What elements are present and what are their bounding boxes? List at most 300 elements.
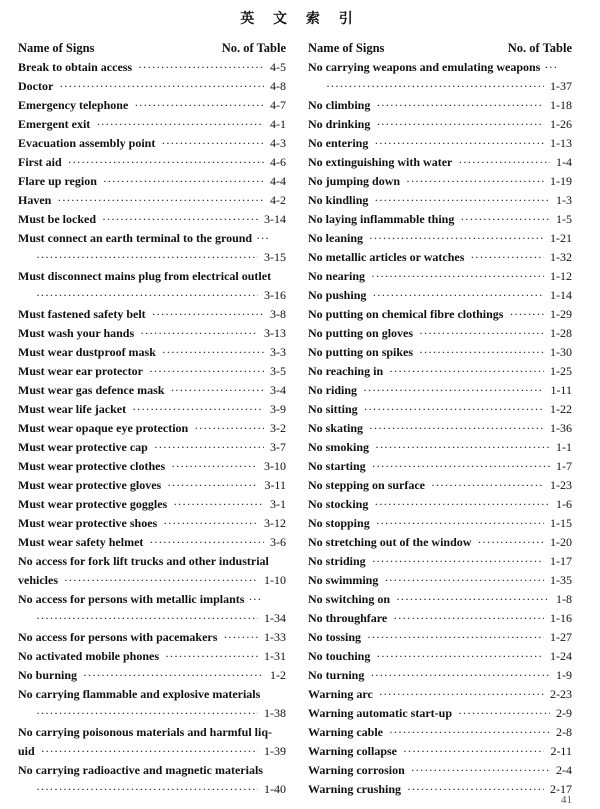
index-entry	[308, 628, 572, 647]
index-entry	[18, 514, 286, 533]
index-entry	[18, 742, 286, 761]
dot-leader	[375, 438, 550, 457]
index-entry	[18, 153, 286, 172]
sign-name: No jumping down	[308, 174, 401, 188]
table-number: 2-23	[550, 687, 572, 701]
sign-name: Must be locked	[18, 212, 96, 226]
index-entry	[308, 362, 572, 381]
index-column-right	[308, 38, 572, 799]
dot-leader	[96, 115, 264, 134]
table-number: 1-1	[556, 440, 572, 454]
table-number: 3-9	[270, 402, 286, 416]
table-number: 1-29	[550, 307, 572, 321]
index-entry	[308, 305, 572, 324]
table-number: 1-35	[550, 573, 572, 587]
header-name-of-signs: Name of Signs	[308, 41, 385, 55]
index-entry	[18, 400, 286, 419]
index-entry	[308, 343, 572, 362]
sign-name: No switching on	[308, 592, 391, 606]
table-number: 3-8	[270, 307, 286, 321]
index-entry	[308, 400, 572, 419]
table-number: 1-37	[550, 79, 572, 93]
table-number: 1-14	[550, 288, 572, 302]
index-entry	[18, 476, 286, 495]
index-entry	[308, 77, 572, 96]
dot-leader	[370, 666, 550, 685]
table-number: 1-16	[550, 611, 572, 625]
dot-leader	[68, 153, 264, 172]
dot-leader	[369, 229, 544, 248]
index-entry	[18, 286, 286, 305]
index-entry	[18, 134, 286, 153]
dot-leader	[376, 96, 544, 115]
sign-name: Break to obtain access	[18, 60, 133, 74]
table-number: 1-12	[550, 269, 572, 283]
dot-leader	[36, 248, 258, 267]
table-number: 1-17	[550, 554, 572, 568]
sign-name: Must wear protective clothes	[18, 459, 166, 473]
table-number: 3-2	[270, 421, 286, 435]
dot-leader	[161, 134, 264, 153]
sign-name: No pushing	[308, 288, 367, 302]
table-number: 1-26	[550, 117, 572, 131]
index-entry	[18, 77, 286, 96]
header-no-of-table: No. of Table	[507, 41, 572, 55]
table-number: 3-4	[270, 383, 286, 397]
table-number: 4-7	[270, 98, 286, 112]
dot-leader	[167, 476, 258, 495]
sign-name: No skating	[308, 421, 364, 435]
dot-leader	[393, 609, 544, 628]
dot-leader	[248, 590, 262, 609]
dot-leader	[165, 647, 258, 666]
sign-name: No swimming	[308, 573, 379, 587]
index-entry	[308, 58, 572, 77]
table-number: 3-3	[270, 345, 286, 359]
table-number: 2-9	[556, 706, 572, 720]
dot-leader	[384, 571, 544, 590]
header-name-of-signs: Name of Signs	[18, 41, 95, 55]
index-entry	[18, 761, 286, 780]
table-number: 1-39	[264, 744, 286, 758]
index-entry	[308, 495, 572, 514]
index-entry	[308, 248, 572, 267]
dot-leader	[134, 96, 264, 115]
dot-leader	[194, 419, 264, 438]
table-number: 1-24	[550, 649, 572, 663]
table-number: 1-2	[270, 668, 286, 682]
sign-name: No putting on gloves	[308, 326, 414, 340]
sign-name: No putting on spikes	[308, 345, 414, 359]
index-entry	[308, 153, 572, 172]
sign-name: No laying inflammable thing	[308, 212, 455, 226]
dot-leader	[372, 552, 544, 571]
sign-name: No starting	[308, 459, 366, 473]
table-number: 1-4	[556, 155, 572, 169]
sign-name: No carrying flammable and explosive materials	[18, 687, 261, 701]
sign-name: Must wear gas defence mask	[18, 383, 165, 397]
table-number: 3-7	[270, 440, 286, 454]
sign-name: No access for persons with metallic implants	[18, 592, 245, 606]
table-number: 1-9	[556, 668, 572, 682]
index-entry	[18, 628, 286, 647]
sign-name: No stepping on surface	[308, 478, 426, 492]
dot-leader	[102, 210, 258, 229]
table-number: 1-33	[264, 630, 286, 644]
dot-leader	[103, 172, 264, 191]
dot-leader	[371, 267, 544, 286]
dot-leader	[374, 191, 550, 210]
dot-leader	[419, 324, 544, 343]
table-number: 4-8	[270, 79, 286, 93]
dot-leader	[140, 324, 258, 343]
dot-leader	[419, 343, 544, 362]
dot-leader	[458, 704, 550, 723]
index-entry	[308, 191, 572, 210]
table-number: 3-5	[270, 364, 286, 378]
index-entry	[308, 590, 572, 609]
dot-leader	[509, 305, 544, 324]
index-entry	[18, 362, 286, 381]
table-number: 4-6	[270, 155, 286, 169]
index-entry	[308, 685, 572, 704]
table-number: 3-11	[264, 478, 286, 492]
sign-name: No striding	[308, 554, 366, 568]
sign-name: No carrying poisonous materials and harmful liq-	[18, 725, 273, 739]
page-title: 英 文 索 引	[240, 11, 360, 27]
sign-name: Must disconnect mains plug from electrical outlet	[18, 269, 272, 283]
table-number: 4-1	[270, 117, 286, 131]
index-entry	[18, 780, 286, 799]
index-entry	[18, 96, 286, 115]
index-entry	[18, 704, 286, 723]
dot-leader	[364, 400, 544, 419]
index-entry	[308, 704, 572, 723]
sign-name: Haven	[18, 193, 52, 207]
sign-name: Must connect an earth terminal to the ground	[18, 231, 253, 245]
index-entry	[308, 552, 572, 571]
sign-name: Must wash your hands	[18, 326, 135, 340]
sign-name: uid	[18, 744, 35, 758]
dot-leader	[326, 77, 544, 96]
table-number: 1-25	[550, 364, 572, 378]
index-entry	[18, 381, 286, 400]
index-entry	[308, 514, 572, 533]
dot-leader	[64, 571, 258, 590]
index-entry	[308, 533, 572, 552]
index-entry	[18, 590, 286, 609]
table-number: 3-1	[270, 497, 286, 511]
table-number: 1-7	[556, 459, 572, 473]
dot-leader	[389, 362, 544, 381]
index-entry	[18, 495, 286, 514]
column-header	[18, 38, 286, 58]
dot-leader	[458, 153, 550, 172]
sign-name: No stopping	[308, 516, 370, 530]
dot-leader	[59, 77, 264, 96]
table-number: 1-30	[550, 345, 572, 359]
table-number: 3-10	[264, 459, 286, 473]
dot-leader	[83, 666, 264, 685]
dot-leader	[406, 172, 544, 191]
index-entry	[308, 761, 572, 780]
sign-name: No climbing	[308, 98, 371, 112]
index-entry	[18, 419, 286, 438]
table-number: 1-6	[556, 497, 572, 511]
sign-name: No turning	[308, 668, 365, 682]
sign-name: No touching	[308, 649, 371, 663]
sign-name: Doctor	[18, 79, 54, 93]
table-number: 4-5	[270, 60, 286, 74]
sign-name: vehicles	[18, 573, 58, 587]
sign-name: No drinking	[308, 117, 371, 131]
sign-name: No activated mobile phones	[18, 649, 159, 663]
sign-name: No entering	[308, 136, 369, 150]
index-entry	[18, 533, 286, 552]
table-number: 1-3	[556, 193, 572, 207]
table-number: 3-15	[264, 250, 286, 264]
table-number: 1-21	[550, 231, 572, 245]
index-entry	[308, 419, 572, 438]
dot-leader	[41, 742, 258, 761]
table-number: 2-4	[556, 763, 572, 777]
index-entry	[18, 115, 286, 134]
table-number: 1-31	[264, 649, 286, 663]
index-entry	[18, 324, 286, 343]
table-number: 3-14	[264, 212, 286, 226]
index-entry	[18, 210, 286, 229]
table-number: 2-11	[550, 744, 572, 758]
index-entry	[308, 476, 572, 495]
dot-leader	[372, 457, 550, 476]
dot-leader	[431, 476, 544, 495]
sign-name: Must wear protective gloves	[18, 478, 162, 492]
sign-name: Flare up region	[18, 174, 97, 188]
sign-name: No reaching in	[308, 364, 384, 378]
index-entry	[18, 438, 286, 457]
table-number: 1-13	[550, 136, 572, 150]
dot-leader	[403, 742, 544, 761]
index-list-left	[18, 58, 286, 799]
index-entry	[308, 571, 572, 590]
sign-name: Emergency telephone	[18, 98, 129, 112]
sign-name: No access for persons with pacemakers	[18, 630, 218, 644]
table-number: 1-10	[264, 573, 286, 587]
table-number: 4-3	[270, 136, 286, 150]
sign-name: Warning corrosion	[308, 763, 405, 777]
dot-leader	[411, 761, 550, 780]
table-number: 2-17	[550, 782, 572, 796]
sign-name: Must wear life jacket	[18, 402, 127, 416]
dot-leader	[407, 780, 544, 799]
table-number: 4-4	[270, 174, 286, 188]
index-entry	[18, 647, 286, 666]
sign-name: Must wear opaque eye protection	[18, 421, 189, 435]
index-entry	[308, 172, 572, 191]
index-entry	[308, 286, 572, 305]
sign-name: No tossing	[308, 630, 362, 644]
table-number: 1-11	[550, 383, 572, 397]
dot-leader	[57, 191, 264, 210]
index-entry	[18, 609, 286, 628]
sign-name: No sitting	[308, 402, 358, 416]
index-entry	[18, 229, 286, 248]
sign-name: Warning crushing	[308, 782, 402, 796]
index-entry	[18, 172, 286, 191]
sign-name: Must wear protective shoes	[18, 516, 158, 530]
dot-leader	[36, 609, 258, 628]
sign-name: Must wear protective goggles	[18, 497, 168, 511]
sign-name: No burning	[18, 668, 78, 682]
sign-name: Must wear dustproof mask	[18, 345, 156, 359]
index-entry	[308, 742, 572, 761]
index-entry	[308, 267, 572, 286]
index-entry	[18, 191, 286, 210]
index-entry	[308, 229, 572, 248]
index-entry	[18, 457, 286, 476]
index-entry	[308, 723, 572, 742]
table-number: 1-38	[264, 706, 286, 720]
dot-leader	[36, 704, 258, 723]
sign-name: Must wear ear protector	[18, 364, 143, 378]
index-entry	[308, 780, 572, 799]
table-number: 1-23	[550, 478, 572, 492]
sign-name: First aid	[18, 155, 62, 169]
table-number: 1-28	[550, 326, 572, 340]
dot-leader	[256, 229, 270, 248]
dot-leader	[374, 495, 550, 514]
table-number: 1-15	[550, 516, 572, 530]
sign-name: Warning cable	[308, 725, 384, 739]
index-entry	[308, 609, 572, 628]
dot-leader	[363, 381, 544, 400]
index-entry	[308, 115, 572, 134]
dot-leader	[376, 115, 544, 134]
table-number: 3-16	[264, 288, 286, 302]
index-entry	[308, 134, 572, 153]
index-entry	[18, 666, 286, 685]
table-number: 1-19	[550, 174, 572, 188]
sign-name: No extinguishing with water	[308, 155, 453, 169]
table-number: 3-13	[264, 326, 286, 340]
sign-name: Must fastened safety belt	[18, 307, 146, 321]
dot-leader	[372, 286, 544, 305]
index-entry	[308, 381, 572, 400]
page-number: 41	[561, 794, 572, 806]
sign-name: Evacuation assembly point	[18, 136, 156, 150]
table-number: 1-27	[550, 630, 572, 644]
sign-name: Must wear safety helmet	[18, 535, 144, 549]
sign-name: Warning automatic start-up	[308, 706, 452, 720]
sign-name: Warning arc	[308, 687, 373, 701]
index-entry	[18, 723, 286, 742]
dot-leader	[149, 362, 264, 381]
index-entry	[308, 210, 572, 229]
header-no-of-table: No. of Table	[221, 41, 286, 55]
dot-leader	[460, 210, 550, 229]
sign-name: Must wear protective cap	[18, 440, 148, 454]
dot-leader	[36, 286, 258, 305]
sign-name: No smoking	[308, 440, 370, 454]
dot-leader	[544, 58, 558, 77]
dot-leader	[367, 628, 544, 647]
table-number: 1-20	[550, 535, 572, 549]
sign-name: No leaning	[308, 231, 364, 245]
table-number: 1-40	[264, 782, 286, 796]
dot-leader	[138, 58, 264, 77]
dot-leader	[154, 438, 264, 457]
dot-leader	[223, 628, 258, 647]
dot-leader	[163, 514, 258, 533]
dot-leader	[132, 400, 264, 419]
table-number: 2-8	[556, 725, 572, 739]
dot-leader	[173, 495, 264, 514]
table-number: 1-36	[550, 421, 572, 435]
dot-leader	[36, 780, 258, 799]
sign-name: No riding	[308, 383, 358, 397]
table-number: 1-22	[550, 402, 572, 416]
sign-name: No carrying weapons and emulating weapons	[308, 60, 541, 74]
dot-leader	[376, 514, 544, 533]
sign-name: No metallic articles or watches	[308, 250, 465, 264]
table-number: 4-2	[270, 193, 286, 207]
index-entry	[18, 305, 286, 324]
index-column-left	[18, 38, 286, 799]
index-entry	[308, 438, 572, 457]
index-list-right	[308, 58, 572, 799]
table-number: 1-34	[264, 611, 286, 625]
dot-leader	[152, 305, 264, 324]
dot-leader	[170, 381, 264, 400]
table-number: 1-5	[556, 212, 572, 226]
sign-name: No nearing	[308, 269, 365, 283]
index-entry	[18, 58, 286, 77]
dot-leader	[470, 248, 544, 267]
index-entry	[18, 685, 286, 704]
index-entry	[308, 324, 572, 343]
dot-leader	[379, 685, 544, 704]
dot-leader	[162, 343, 264, 362]
table-number: 3-6	[270, 535, 286, 549]
index-entry	[308, 96, 572, 115]
sign-name: Warning collapse	[308, 744, 398, 758]
table-number: 1-32	[550, 250, 572, 264]
sign-name: No stretching out of the window	[308, 535, 472, 549]
index-entry	[18, 248, 286, 267]
table-number: 1-18	[550, 98, 572, 112]
column-header	[308, 38, 572, 58]
sign-name: No carrying radioactive and magnetic materials	[18, 763, 263, 777]
dot-leader	[171, 457, 258, 476]
sign-name: No access for fork lift trucks and other industrial	[18, 554, 269, 568]
dot-leader	[477, 533, 544, 552]
index-entry	[18, 343, 286, 362]
sign-name: No throughfare	[308, 611, 388, 625]
sign-name: Emergent exit	[18, 117, 91, 131]
dot-leader	[376, 647, 544, 666]
dot-leader	[396, 590, 550, 609]
dot-leader	[374, 134, 544, 153]
index-entry	[308, 666, 572, 685]
dot-leader	[149, 533, 264, 552]
sign-name: No putting on chemical fibre clothings	[308, 307, 504, 321]
index-entry	[18, 267, 286, 286]
sign-name: No kindling	[308, 193, 369, 207]
dot-leader	[389, 723, 550, 742]
dot-leader	[369, 419, 544, 438]
index-entry	[18, 552, 286, 571]
index-entry	[308, 457, 572, 476]
